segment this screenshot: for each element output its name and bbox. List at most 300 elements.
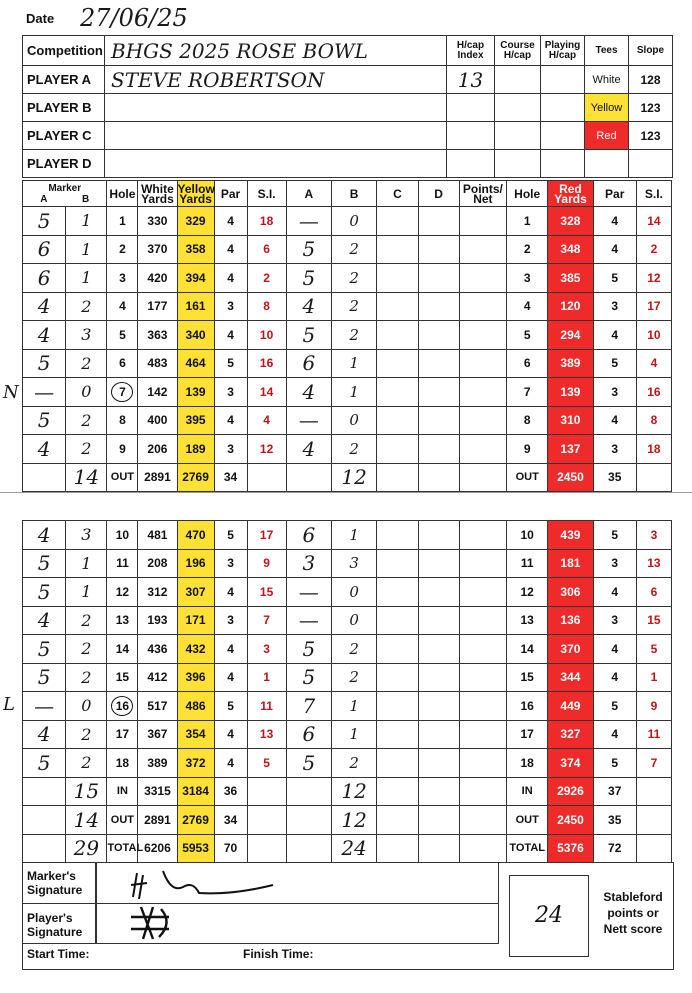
hole-number: 12 — [107, 578, 138, 607]
marker-b-score: 1 — [66, 578, 107, 607]
par-total: 36 — [214, 777, 247, 806]
white-yards: 193 — [138, 606, 177, 635]
player-c-score — [377, 264, 418, 293]
hole-number-right: 10 — [507, 521, 548, 550]
player-b-score: 1 — [331, 378, 376, 407]
stroke-index: 17 — [247, 521, 286, 550]
stroke-index: 3 — [247, 635, 286, 664]
points-total — [459, 806, 506, 835]
hcap-index-value — [447, 150, 495, 178]
par: 3 — [214, 606, 247, 635]
hole2-header: Hole — [507, 181, 548, 207]
stroke-index: 14 — [247, 378, 286, 407]
points-net — [459, 692, 506, 721]
hole-number: 15 — [107, 663, 138, 692]
hole-number: 18 — [107, 749, 138, 778]
par: 4 — [214, 235, 247, 264]
marker-b-score: 2 — [66, 635, 107, 664]
stroke-index: 16 — [247, 349, 286, 378]
marker-b-score: 2 — [66, 292, 107, 321]
player-b-score: 0 — [331, 578, 376, 607]
white-yards: 142 — [138, 378, 177, 407]
player-d-score — [418, 264, 459, 293]
hole-number-right: 6 — [507, 349, 548, 378]
circled-hole-number: 7 — [111, 382, 133, 402]
hole-row — [23, 692, 672, 721]
player-label: PLAYER D — [23, 150, 105, 178]
competition-value: BHGS 2025 ROSE BOWL — [105, 36, 447, 66]
red-yards: 348 — [548, 235, 593, 264]
player-row — [23, 66, 673, 94]
hole-number-right: 8 — [507, 406, 548, 435]
player-d-score — [418, 406, 459, 435]
player-label: PLAYER A — [23, 66, 105, 94]
stroke-index: 8 — [247, 292, 286, 321]
white-yards-total: 6206 — [138, 834, 177, 863]
marker-a-score: 6 — [23, 264, 66, 293]
blank — [247, 463, 286, 492]
player-b-score: 0 — [331, 606, 376, 635]
marker-b-score: 1 — [66, 207, 107, 236]
blank — [247, 806, 286, 835]
red-par: 4 — [593, 321, 636, 350]
red-par-total: 72 — [593, 834, 636, 863]
marker-a-score: 4 — [23, 521, 66, 550]
hole-number-right: 3 — [507, 264, 548, 293]
stableford-points-label: Stableford points or Nett score — [603, 890, 663, 936]
points-net — [459, 349, 506, 378]
player-b-total: 12 — [331, 777, 376, 806]
player-a-score: 6 — [286, 349, 331, 378]
hole-header: Hole — [107, 181, 138, 207]
hole-number-right: 18 — [507, 749, 548, 778]
total-label: IN — [107, 777, 138, 806]
marker-a-score: 5 — [23, 549, 66, 578]
player-a-score: — — [286, 207, 331, 236]
player-b-total: 24 — [331, 834, 376, 863]
total-label: OUT — [107, 806, 138, 835]
red-stroke-index: 9 — [636, 692, 671, 721]
player-a-total — [286, 463, 331, 492]
front-nine-table — [22, 180, 672, 492]
red-par: 4 — [593, 720, 636, 749]
hole-row — [23, 435, 672, 464]
white-yards: 208 — [138, 549, 177, 578]
circled-hole-number: 16 — [111, 696, 133, 716]
hole-number-right: 12 — [507, 578, 548, 607]
slope-header: Slope — [629, 36, 673, 66]
player-c-score — [377, 406, 418, 435]
red-yards: 306 — [548, 578, 593, 607]
player-a-score: 6 — [286, 521, 331, 550]
total-row — [23, 834, 672, 863]
start-time-label: Start Time: — [27, 947, 90, 961]
points-net — [459, 406, 506, 435]
par: 4 — [214, 321, 247, 350]
hole-number-right: 1 — [507, 207, 548, 236]
player-b-score: 2 — [331, 635, 376, 664]
player-row — [23, 94, 673, 122]
hole-number: 3 — [107, 264, 138, 293]
red-yards: 139 — [548, 378, 593, 407]
yellow-yards: 354 — [177, 720, 214, 749]
marker-b-score: 2 — [66, 720, 107, 749]
par-total: 34 — [214, 463, 247, 492]
player-a-score: 5 — [286, 264, 331, 293]
player-d-score — [418, 692, 459, 721]
marker-a-score: 5 — [23, 749, 66, 778]
hole-number-right: 16 — [507, 692, 548, 721]
player-c-score — [377, 720, 418, 749]
red-par: 3 — [593, 606, 636, 635]
marker-a-score: 6 — [23, 235, 66, 264]
player-a-score: 4 — [286, 292, 331, 321]
footer-box — [22, 862, 674, 970]
hole-number — [107, 378, 138, 407]
player-d-score — [418, 378, 459, 407]
total-row — [23, 777, 672, 806]
red-par: 3 — [593, 549, 636, 578]
hole-row — [23, 321, 672, 350]
player-a-score: 4 — [286, 378, 331, 407]
hcap-index-value — [447, 122, 495, 150]
player-d-score — [418, 549, 459, 578]
player-row — [23, 122, 673, 150]
yellow-yards-total: 3184 — [177, 777, 214, 806]
marker-b-total: 14 — [66, 806, 107, 835]
total-label-right: OUT — [507, 463, 548, 492]
player-signature-cell — [23, 903, 499, 944]
par: 5 — [214, 521, 247, 550]
player-b-total: 12 — [331, 463, 376, 492]
player-a-total — [286, 806, 331, 835]
red-par: 3 — [593, 292, 636, 321]
white-yards: 363 — [138, 321, 177, 350]
hcap-index-header: H/cap Index — [447, 36, 495, 66]
stroke-index: 5 — [247, 749, 286, 778]
margin-mark-n: N — [3, 382, 19, 403]
par-total: 34 — [214, 806, 247, 835]
player-a-score: 5 — [286, 635, 331, 664]
marker-b-score: 2 — [66, 606, 107, 635]
player-b-score: 1 — [331, 692, 376, 721]
marker-a-score: 4 — [23, 292, 66, 321]
marker-b-total: 15 — [66, 777, 107, 806]
player-d-score — [418, 521, 459, 550]
red-par-total: 35 — [593, 463, 636, 492]
player-d-score — [418, 720, 459, 749]
slope-value: 123 — [629, 94, 673, 122]
yellow-yards-total: 2769 — [177, 806, 214, 835]
playing-hcap-value — [541, 94, 585, 122]
par: 4 — [214, 207, 247, 236]
par2-header: Par — [593, 181, 636, 207]
hole-row — [23, 349, 672, 378]
player-c-score — [377, 349, 418, 378]
yellow-yards: 486 — [177, 692, 214, 721]
marker-a-score: 5 — [23, 406, 66, 435]
divider — [95, 903, 97, 943]
player-row — [23, 150, 673, 178]
white-yards: 412 — [138, 663, 177, 692]
white-yards: 481 — [138, 521, 177, 550]
player-label: PLAYER C — [23, 122, 105, 150]
yellow-yards: 358 — [177, 235, 214, 264]
yellow-yards: 395 — [177, 406, 214, 435]
white-yards: 420 — [138, 264, 177, 293]
blank — [247, 834, 286, 863]
player-b-score: 2 — [331, 235, 376, 264]
marker-b-score: 2 — [66, 663, 107, 692]
yellow-yards: 329 — [177, 207, 214, 236]
hole-number: 1 — [107, 207, 138, 236]
stroke-index: 10 — [247, 321, 286, 350]
player-d-col-header: D — [418, 181, 459, 207]
marker-b-total: 29 — [66, 834, 107, 863]
red-stroke-index: 1 — [636, 663, 671, 692]
player-c-total — [377, 834, 418, 863]
yellow-yards: 340 — [177, 321, 214, 350]
marker-b-total: 14 — [66, 463, 107, 492]
red-stroke-index: 14 — [636, 207, 671, 236]
red-yards-total: 2450 — [548, 806, 593, 835]
player-c-score — [377, 207, 418, 236]
player-c-score — [377, 749, 418, 778]
yellow-yards: 432 — [177, 635, 214, 664]
red-par: 5 — [593, 521, 636, 550]
player-a-score: 3 — [286, 549, 331, 578]
red-par: 3 — [593, 378, 636, 407]
tees-header: Tees — [585, 36, 629, 66]
points-net — [459, 549, 506, 578]
yellow-yards: 196 — [177, 549, 214, 578]
tee-value — [585, 150, 629, 178]
par: 4 — [214, 635, 247, 664]
yellow-yards-total: 2769 — [177, 463, 214, 492]
player-c-total — [377, 777, 418, 806]
blank — [636, 834, 671, 863]
player-c-score — [377, 292, 418, 321]
points-net — [459, 521, 506, 550]
yellow-yards: 464 — [177, 349, 214, 378]
player-b-score: 1 — [331, 720, 376, 749]
total-label-right: OUT — [507, 806, 548, 835]
hole-row — [23, 749, 672, 778]
hole-number-right: 7 — [507, 378, 548, 407]
white-yards: 483 — [138, 349, 177, 378]
player-b-score: 2 — [331, 749, 376, 778]
player-d-total — [418, 463, 459, 492]
white-yards: 436 — [138, 635, 177, 664]
red-par-total: 37 — [593, 777, 636, 806]
yellow-yards: 372 — [177, 749, 214, 778]
marker-b-score: 0 — [66, 378, 107, 407]
points-net — [459, 435, 506, 464]
total-row — [23, 463, 672, 492]
player-name — [105, 150, 447, 178]
points-total — [459, 834, 506, 863]
stableford-points-box — [509, 875, 589, 957]
hole-row — [23, 720, 672, 749]
hole-row — [23, 292, 672, 321]
hole-number: 17 — [107, 720, 138, 749]
red-stroke-index: 12 — [636, 264, 671, 293]
hole-row — [23, 606, 672, 635]
red-stroke-index: 2 — [636, 235, 671, 264]
stroke-index: 12 — [247, 435, 286, 464]
hole-number: 2 — [107, 235, 138, 264]
player-a-score: 4 — [286, 435, 331, 464]
blank — [23, 463, 66, 492]
red-stroke-index: 10 — [636, 321, 671, 350]
red-par: 3 — [593, 435, 636, 464]
stroke-index: 18 — [247, 207, 286, 236]
player-b-score: 2 — [331, 292, 376, 321]
playing-hcap-value — [541, 66, 585, 94]
points-net — [459, 264, 506, 293]
stroke-index: 7 — [247, 606, 286, 635]
red-yards: 389 — [548, 349, 593, 378]
player-c-total — [377, 806, 418, 835]
course-hcap-header: Course H/cap — [495, 36, 541, 66]
par: 3 — [214, 435, 247, 464]
red-yards: 310 — [548, 406, 593, 435]
player-b-score: 0 — [331, 406, 376, 435]
points-net — [459, 207, 506, 236]
player-c-score — [377, 435, 418, 464]
blank — [636, 463, 671, 492]
playing-hcap-value — [541, 122, 585, 150]
finish-time-label: Finish Time: — [243, 947, 314, 961]
player-a-score: — — [286, 606, 331, 635]
par-header: Par — [214, 181, 247, 207]
playing-hcap-header: Playing H/cap — [541, 36, 585, 66]
par: 5 — [214, 692, 247, 721]
marker-a-header: A — [40, 193, 48, 205]
points-net — [459, 292, 506, 321]
marker-a-score: 4 — [23, 720, 66, 749]
hole-row — [23, 235, 672, 264]
player-a-score: 5 — [286, 321, 331, 350]
yellow-yards: 189 — [177, 435, 214, 464]
hole-number-right: 4 — [507, 292, 548, 321]
stroke-index: 1 — [247, 663, 286, 692]
white-yards-total: 3315 — [138, 777, 177, 806]
white-yards-header: White Yards — [138, 181, 177, 207]
player-signature-label: Player's Signature — [27, 911, 83, 939]
stroke-index: 9 — [247, 549, 286, 578]
white-yards-total: 2891 — [138, 463, 177, 492]
red-yards-total: 2926 — [548, 777, 593, 806]
red-par: 4 — [593, 635, 636, 664]
yellow-yards-total: 5953 — [177, 834, 214, 863]
par: 5 — [214, 349, 247, 378]
player-c-score — [377, 549, 418, 578]
red-stroke-index: 15 — [636, 606, 671, 635]
date-bar — [22, 4, 672, 34]
red-stroke-index: 18 — [636, 435, 671, 464]
red-yards: 328 — [548, 207, 593, 236]
red-stroke-index: 13 — [636, 549, 671, 578]
course-hcap-value — [495, 122, 541, 150]
hole-row — [23, 207, 672, 236]
red-yards: 374 — [548, 749, 593, 778]
red-stroke-index: 3 — [636, 521, 671, 550]
marker-a-score: — — [23, 378, 66, 407]
player-b-score: 3 — [331, 549, 376, 578]
points-net — [459, 663, 506, 692]
player-b-score: 0 — [331, 207, 376, 236]
red-par-total: 35 — [593, 806, 636, 835]
red-yards: 120 — [548, 292, 593, 321]
date-label: Date — [26, 11, 55, 26]
player-a-score: 5 — [286, 749, 331, 778]
points-net — [459, 635, 506, 664]
red-stroke-index: 4 — [636, 349, 671, 378]
hole-number-right: 14 — [507, 635, 548, 664]
player-d-score — [418, 207, 459, 236]
player-c-score — [377, 378, 418, 407]
marker-a-score: 4 — [23, 435, 66, 464]
hole-row — [23, 264, 672, 293]
hole-number: 4 — [107, 292, 138, 321]
player-c-score — [377, 663, 418, 692]
red-par: 4 — [593, 406, 636, 435]
player-a-score: 5 — [286, 663, 331, 692]
points-net — [459, 235, 506, 264]
stableford-points-value: 24 — [535, 903, 563, 928]
hole-row — [23, 378, 672, 407]
yellow-yards: 394 — [177, 264, 214, 293]
marker-b-score: 0 — [66, 692, 107, 721]
tee-value: Yellow — [585, 94, 629, 122]
marker-b-score: 2 — [66, 406, 107, 435]
margin-mark-l: L — [3, 694, 15, 715]
red-stroke-index: 17 — [636, 292, 671, 321]
player-d-score — [418, 606, 459, 635]
marker-a-score: 5 — [23, 663, 66, 692]
course-hcap-value — [495, 94, 541, 122]
marker-b-score: 1 — [66, 235, 107, 264]
blank — [23, 777, 66, 806]
player-d-total — [418, 834, 459, 863]
player-d-score — [418, 435, 459, 464]
yellow-yards: 396 — [177, 663, 214, 692]
red-stroke-index: 8 — [636, 406, 671, 435]
points-net — [459, 578, 506, 607]
player-c-total — [377, 463, 418, 492]
player-a-score: — — [286, 578, 331, 607]
marker-a-score: 5 — [23, 635, 66, 664]
marker-a-score: 4 — [23, 606, 66, 635]
player-d-score — [418, 663, 459, 692]
marker-title: Marker — [48, 182, 82, 194]
player-a-col-header: A — [286, 181, 331, 207]
player-d-score — [418, 235, 459, 264]
marker-a-score: 4 — [23, 321, 66, 350]
player-a-score: 7 — [286, 692, 331, 721]
hole-number: 5 — [107, 321, 138, 350]
hole-row — [23, 521, 672, 550]
par: 4 — [214, 578, 247, 607]
player-name — [105, 94, 447, 122]
total-label: OUT — [107, 463, 138, 492]
player-table — [22, 35, 673, 178]
hole-row — [23, 663, 672, 692]
tee-value: Red — [585, 122, 629, 150]
par: 4 — [214, 406, 247, 435]
red-yards: 294 — [548, 321, 593, 350]
